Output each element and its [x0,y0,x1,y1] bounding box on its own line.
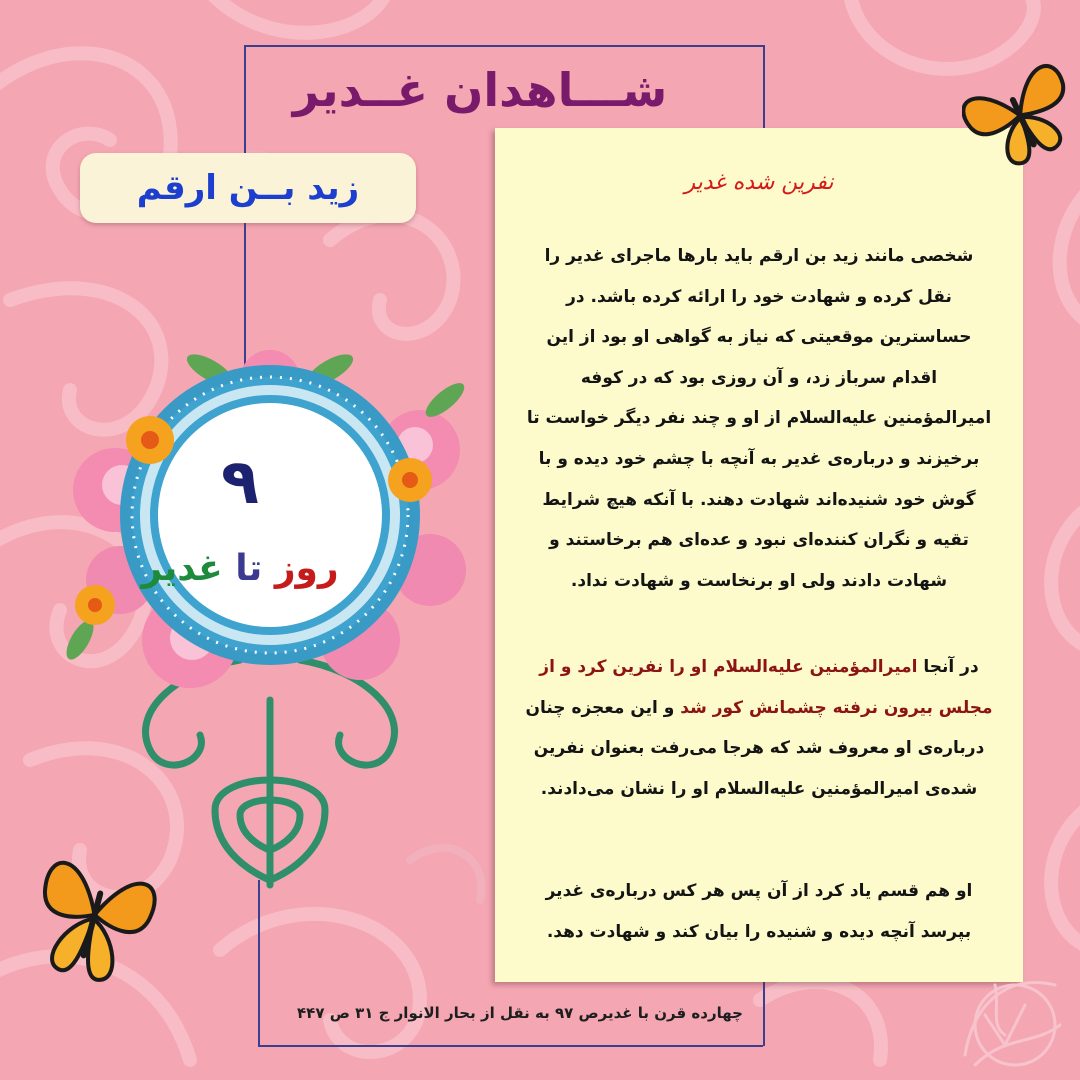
days-count: ۹ [221,445,259,518]
page-title: شـــاهدان غــدیر [292,63,668,117]
calligraphy-seal [945,955,1075,1080]
frame-line-bottom-left [258,880,260,1046]
source-citation: چهارده قرن با غدیرص ۹۷ به نقل از بحار الانوار ج ۳۱ ص ۴۴۷ [297,1004,743,1022]
subject-name-box: زید بــن ارقم [80,153,416,223]
green-ornament [146,660,395,885]
floral-medallion [40,340,500,900]
frame-line-top [244,45,764,47]
panel-heading: نفرین شده غدیر [684,170,834,195]
countdown-word-until: تا [235,548,263,589]
butterfly-top-right [962,55,1080,175]
countdown-word-ghadir: غدیر [141,548,223,589]
frame-line-bottom [258,1045,763,1047]
paragraph-2-highlight: امیرالمؤمنین علیه‌السلام او را نفرین کرد و از مجلس بیرون نرفته چشمانش کور شد [539,657,993,718]
paragraph-2-start: در آنجا [917,657,979,677]
text-panel [495,128,1023,982]
paragraph-1: شخصی مانند زید بن ارقم باید بارها ماجرای غدیر را نقل کرده و شهادت خود را ارائه کرده باشد. در حساسترین موقعیتی که نیاز به گواهی او بود از این اقدام سرباز زد، و آن روزی بود که در کوفه امیرالمؤمنین علیه‌السلام از او و چند نفر دیگر خواست تا برخیزند و درباره‌ی غدیر به آنچه با چشم خود دیده و با گوش خود شنیده‌اند شهادت دهند. با آنکه هیچ شرایط تقیه و نگران کننده‌ای نبود و عده‌ای هم برخاستند و شهادت دادند ولی او برنخاست و شهادت نداد. [526,246,992,591]
paragraph-3: او هم قسم یاد کرد از آن پس هر کس درباره‌ی غدیر بپرسد آنچه دیده و شنیده را بیان کند و شهادت دهد. [545,881,973,942]
paragraph-2-end: و این معجزه چنان درباره‌ی او معروف شد که هرجا می‌رفت بعنوان نفرین شده‌ی امیرالمؤمنین علیه‌السلام او را نشان می‌دادند. [525,697,985,799]
butterfly-bottom-left [30,835,160,1000]
paragraph-2 [525,647,993,809]
countdown-label [120,548,360,589]
frame-line-right [763,45,765,129]
countdown-word-days: روز [274,548,339,589]
